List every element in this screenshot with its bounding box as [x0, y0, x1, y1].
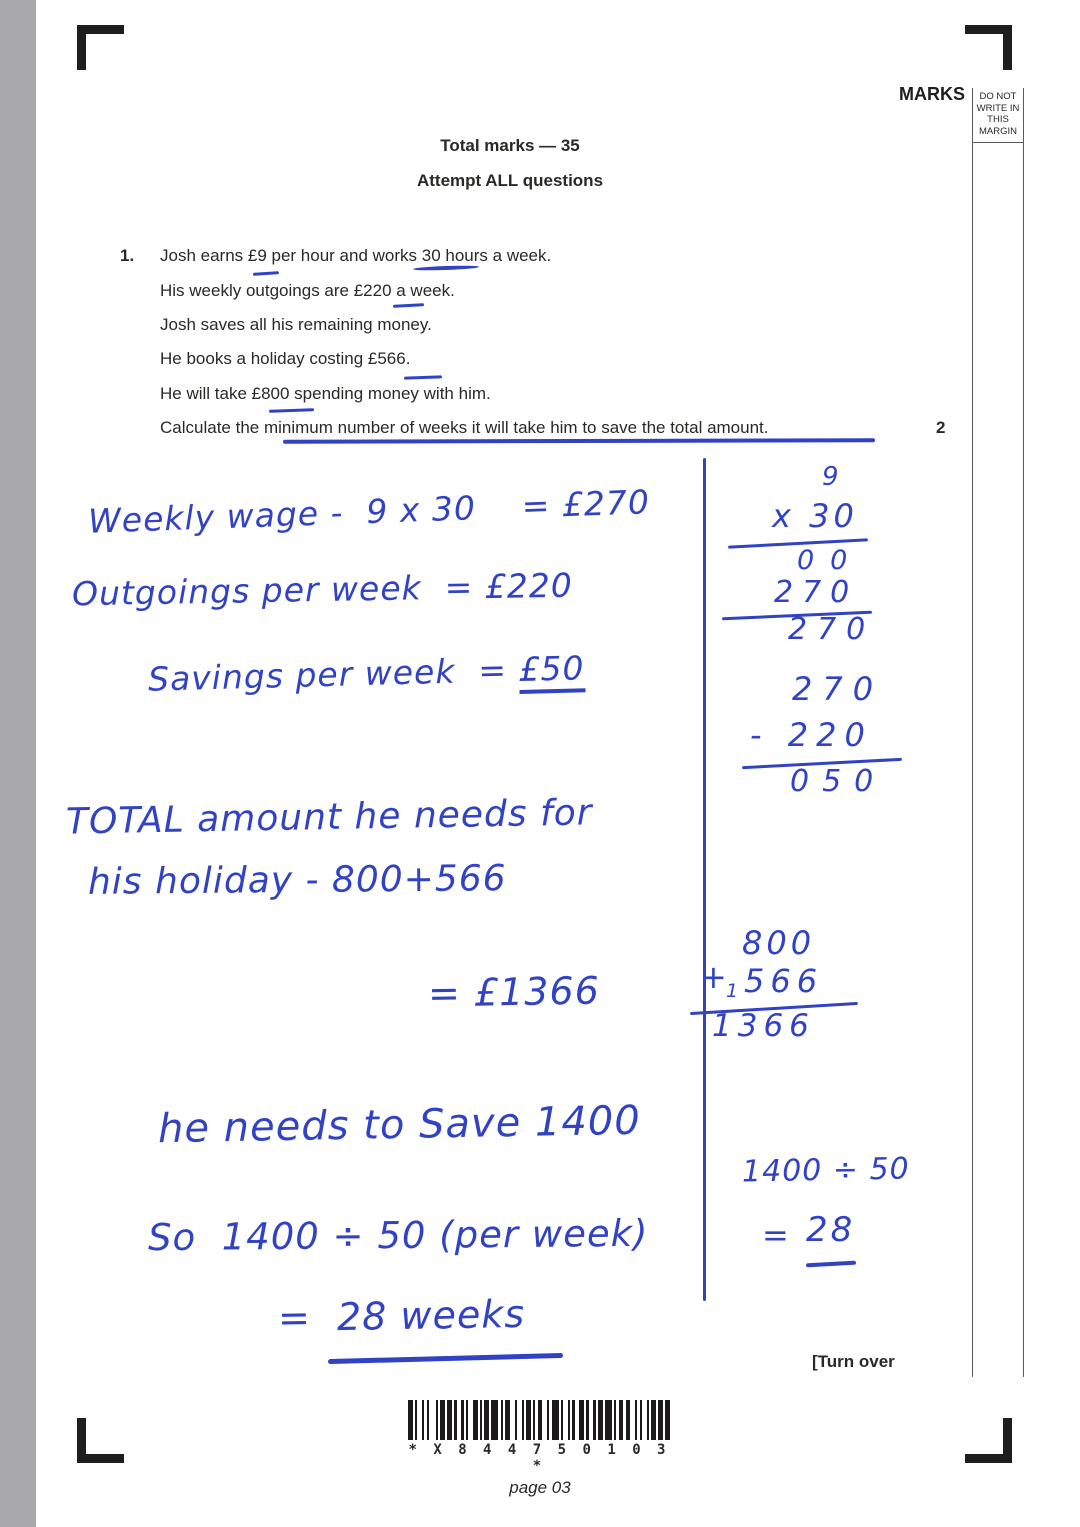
- barcode-bar: [491, 1400, 498, 1440]
- pen-underline-800: [269, 408, 314, 413]
- hw-so-line: So 1400 ÷ 50 (per week): [147, 1211, 649, 1260]
- do-not-write-margin-column: [972, 88, 1024, 1377]
- hw-total-eq: = £1366: [427, 968, 601, 1016]
- hw-answer: = 28 weeks: [277, 1291, 526, 1341]
- question-line: Josh earns £9 per hour and works 30 hours a week.: [160, 246, 552, 265]
- hw-mult-row1: x 30: [772, 497, 858, 535]
- hw-div-result: 28: [806, 1210, 856, 1250]
- crop-mark-top-left: [77, 25, 124, 70]
- margin-note-line: MARGIN: [979, 125, 1017, 137]
- hw-sub-row1: 270: [792, 670, 884, 708]
- hw-savings: [148, 648, 585, 698]
- question-line: He will take £800 spending money with him.: [160, 384, 491, 403]
- hw-mult-result: 270: [788, 612, 876, 647]
- hw-outgoings: Outgoings per week = £220: [71, 565, 574, 614]
- barcode-space: [429, 1400, 436, 1440]
- hw-add-result: 1366: [712, 1008, 815, 1044]
- pen-underline-calculate-line: [283, 438, 875, 443]
- hw-sub-result: 050: [790, 764, 887, 799]
- hw-add-row1: 800: [742, 924, 816, 962]
- barcode-bar: [605, 1400, 612, 1440]
- barcode: [408, 1400, 670, 1440]
- hw-mult-row2: 00: [797, 545, 864, 576]
- margin-note-line: DO NOT: [979, 91, 1017, 102]
- hw-mult-carry: 9: [822, 462, 840, 492]
- hw-savings-value: £50: [518, 648, 585, 694]
- pen-underline-28: [806, 1261, 856, 1268]
- hw-sub-row2: - 220: [750, 716, 873, 754]
- barcode-bar: [552, 1400, 559, 1440]
- hw-div-eq: =: [762, 1216, 790, 1254]
- hw-needs-to-save: he needs to Save 1400: [157, 1097, 642, 1153]
- pen-underline-9: [253, 271, 279, 276]
- question-number: 1.: [120, 246, 135, 265]
- barcode-bar: [665, 1400, 670, 1440]
- hw-add-row2: 566: [744, 962, 824, 1000]
- margin-note-line: WRITE IN: [976, 102, 1020, 114]
- margin-note: [973, 88, 1023, 143]
- scan-edge-strip: [0, 0, 36, 1527]
- question-line: His weekly outgoings are £220 a week.: [160, 281, 455, 300]
- hw-add-op: +: [700, 958, 728, 996]
- hw-div-expr: 1400 ÷ 50: [741, 1151, 911, 1190]
- question-line: Calculate the minimum number of weeks it will take him to save the total amount.: [160, 418, 769, 437]
- pen-underline-220: [393, 303, 424, 308]
- question-line: Josh saves all his remaining money.: [160, 315, 432, 334]
- crop-mark-top-right: [965, 25, 1012, 70]
- question-marks-value: 2: [936, 418, 946, 437]
- crop-mark-bottom-left: [77, 1418, 124, 1463]
- pen-underline-566: [404, 375, 442, 379]
- hw-add-carry: 1: [726, 980, 740, 1002]
- marks-column-label: MARKS: [899, 84, 965, 104]
- hw-total-line2: his holiday - 800+566: [87, 858, 507, 903]
- pen-divider-line: [703, 458, 706, 1301]
- margin-note-line: THIS: [987, 114, 1009, 126]
- page-number: page 03: [509, 1478, 571, 1497]
- barcode-text: * X 8 4 4 7 5 0 1 0 3 *: [408, 1442, 670, 1474]
- hw-savings-label: Savings per week =: [147, 650, 520, 699]
- attempt-all-heading: Attempt ALL questions: [416, 171, 604, 190]
- crop-mark-bottom-right: [965, 1418, 1012, 1463]
- pen-underline-answer: [328, 1353, 563, 1364]
- hw-total-line1: TOTAL amount he needs for: [65, 792, 593, 843]
- question-line: He books a holiday costing £566.: [160, 349, 411, 368]
- total-marks-heading: Total marks — 35: [440, 136, 580, 155]
- hw-weekly-wage: Weekly wage - 9 x 30 = £270: [87, 482, 651, 541]
- hw-mult-row3: 270: [774, 575, 859, 610]
- turn-over-label: [Turn over: [812, 1352, 895, 1371]
